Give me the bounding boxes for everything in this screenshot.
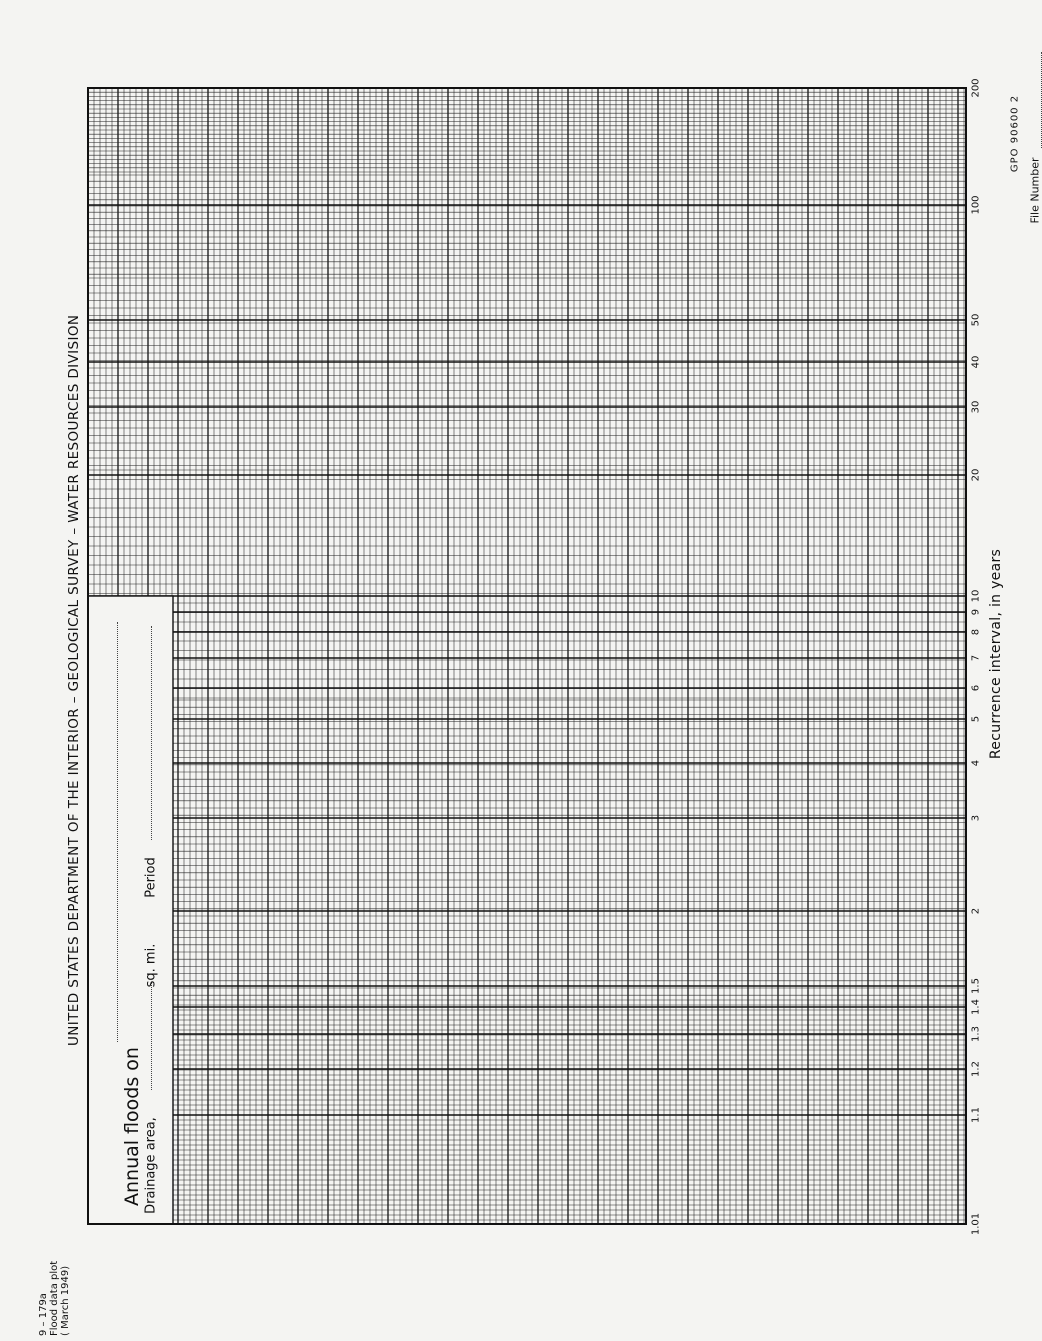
- tick-label: 1.01: [970, 1212, 982, 1236]
- axis-title: Recurrence interval, in years: [988, 548, 1004, 760]
- tick-label: 7: [970, 654, 982, 662]
- tick-label: 1.5: [970, 978, 982, 994]
- period-label: Period: [143, 857, 159, 898]
- grid-border: [88, 88, 966, 1224]
- tick-label: 1.2: [970, 1061, 982, 1077]
- drainage-area-label: Drainage area,: [143, 1117, 159, 1214]
- tick-label: 9: [970, 608, 982, 616]
- tick-label: 5: [970, 715, 982, 723]
- file-number-label: File Number: [1028, 157, 1042, 224]
- tick-label: 50: [970, 313, 982, 327]
- tick-label: 200: [970, 78, 982, 98]
- tick-label: 1.3: [970, 1026, 982, 1042]
- tick-label: 30: [970, 400, 982, 414]
- tick-label: 20: [970, 468, 982, 482]
- tick-label: 8: [970, 628, 982, 636]
- tick-label: 4: [970, 759, 982, 767]
- tick-label: 2: [970, 907, 982, 915]
- river-name-blank: [117, 622, 118, 1042]
- form-info: 9 – 179a Flood data plot ( March 1949): [38, 1260, 71, 1336]
- tick-label: 40: [970, 355, 982, 369]
- agency-header: UNITED STATES DEPARTMENT OF THE INTERIOR – GEOLOGICAL SURVEY – WATER RESOURCES DIVISION: [66, 314, 82, 1046]
- tick-label: 1.1: [970, 1107, 982, 1123]
- title-annual-floods: Annual floods on: [121, 1047, 143, 1206]
- gpo-code: GPO 90600 2: [1009, 94, 1021, 173]
- tick-label: 1.4: [970, 999, 982, 1015]
- drainage-area-blank: [151, 982, 152, 1090]
- tick-label: 6: [970, 684, 982, 692]
- sq-mi-label: sq. mi.: [143, 943, 159, 988]
- tick-label: 100: [970, 195, 982, 215]
- period-blank: [151, 626, 152, 840]
- tick-label: 10: [970, 589, 982, 603]
- tick-label: 3: [970, 814, 982, 822]
